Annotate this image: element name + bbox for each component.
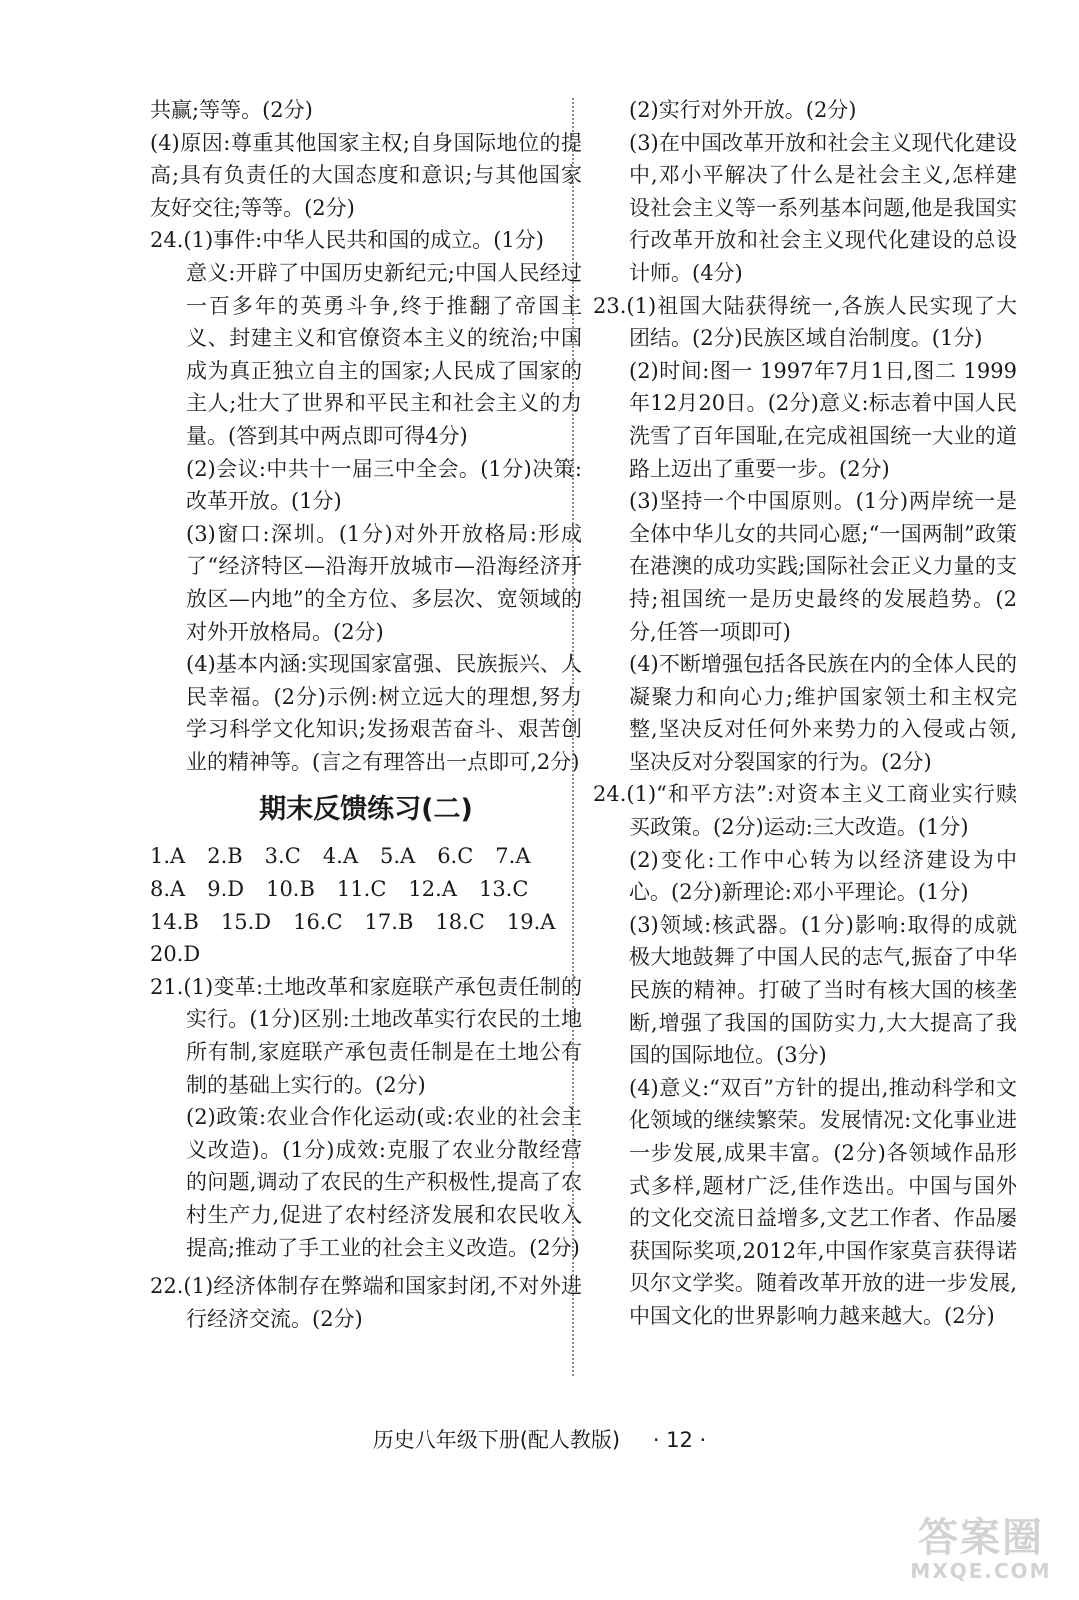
mc-answer: 7.A	[495, 844, 531, 869]
answer-q21-1: 21.(1)变革:土地改革和家庭联产承包责任制的实行。(1分)区别:土地改革实行农民的土地所有制,家庭联产承包责任制是在土地公有制的基础上实行的。(2分)	[150, 974, 582, 1097]
page-number: · 12 ·	[652, 1428, 707, 1452]
multiple-choice-answers	[150, 840, 582, 970]
answer-q24-3-right: (3)领域:核武器。(1分)影响:取得的成就极大地鼓舞了中国人民的志气,振奋了中华民族的精神。打破了当时有核大国的核垄断,增强了我国的国防实力,大大提高了我国的国际地位。(3分)	[629, 912, 1017, 1068]
mc-answer: 13.C	[478, 877, 529, 902]
answer-paragraph: (4)原因:尊重其他国家主权;自身国际地位的提高;具有负责任的大国态度和意识;与其他国家友好交往;等等。(2分)	[150, 130, 582, 220]
answer-q24-4: (4)基本内涵:实现国家富强、民族振兴、人民幸福。(2分)示例:树立远大的理想,努力学习科学文化知识;发扬艰苦奋斗、艰苦创业的精神等。(言之有理答出一点即可,2分)	[186, 652, 582, 774]
mc-answer: 16.C	[293, 909, 343, 934]
answer-q24-3: (3)窗口:深圳。(1分)对外开放格局:形成了“经济特区—沿海开放城市—沿海经济开放区—内地”的全方位、多层次、宽领域的对外开放格局。(2分)	[186, 521, 582, 644]
watermark-url: MXQE.COM	[910, 1559, 1052, 1583]
mc-row	[150, 906, 582, 939]
mc-answer: 6.C	[437, 844, 474, 869]
mc-row	[150, 938, 582, 971]
mc-row	[150, 840, 582, 873]
answer-q24-2: (2)会议:中共十一届三中全会。(1分)决策:改革开放。(1分)	[186, 456, 582, 514]
mc-answer: 3.C	[264, 844, 301, 869]
answer-q24-1-right: 24.(1)“和平方法”:对资本主义工商业实行赎买政策。(2分)运动:三大改造。(1分)	[593, 782, 1017, 840]
answer-q24-1-significance: 意义:开辟了中国历史新纪元;中国人民经过一百多年的英勇斗争,终于推翻了帝国主义、封建主义和官僚资本主义的统治;中国成为真正独立自主的国家;人民成了国家的主人;壮大了世界和平民主和社会主义的力量。(答到其中两点即可得4分)	[186, 260, 582, 448]
mc-answer: 19.A	[506, 909, 556, 934]
mc-answer: 5.A	[379, 844, 416, 869]
mc-answer: 11.C	[336, 877, 387, 902]
answer-q23-3: (3)坚持一个中国原则。(1分)两岸统一是全体中华儿女的共同心愿;“一国两制”政策在港澳的成功实践;国际社会正义力量的支持;祖国统一是历史最终的发展趋势。(2分,任答一项即可)	[629, 489, 1017, 644]
mc-answer: 12.A	[408, 877, 457, 902]
answer-q23-1: 23.(1)祖国大陆获得统一,各族人民实现了大团结。(2分)民族区域自治制度。(1分)	[593, 293, 1017, 351]
mc-answer: 2.B	[207, 844, 243, 869]
answer-q21-2: (2)政策:农业合作化运动(或:农业的社会主义改造)。(1分)成效:克服了农业分散经营的问题,调动了农民的生产积极性,提高了农村生产力,促进了农村经济发展和农民收入提高;推动了手工业的社会主义改造。(2分)	[186, 1105, 582, 1260]
mc-answer: 8.A	[150, 877, 186, 902]
book-title: 历史八年级下册(配人教版)	[372, 1428, 621, 1452]
mc-answer: 1.A	[150, 844, 186, 869]
mc-answer: 10.B	[266, 877, 315, 902]
answer-q24-4-right: (4)意义:“双百”方针的提出,推动科学和文化领域的继续繁荣。发展情况:文化事业进一步发展,成果丰富。(2分)各领域作品形式多样,题材广泛,佳作迭出。中国与国外的文化交流日益增多,文艺工作者、作品屡获国际奖项,2012年,中国作家莫言获得诺贝尔文学奖。随着改革开放的进一步发展,中国文化的世界影响力越来越大。(2分)	[629, 1075, 1017, 1328]
answer-q24-2-right: (2)变化:工作中心转为以经济建设为中心。(2分)新理论:邓小平理论。(1分)	[629, 847, 1017, 905]
mc-answer: 17.B	[364, 909, 414, 934]
mc-answer: 15.D	[220, 909, 272, 934]
mc-answer: 20.D	[150, 942, 201, 967]
section-title: 期末反馈练习(二)	[259, 794, 473, 826]
mc-answer: 18.C	[435, 909, 485, 934]
left-column	[150, 94, 582, 1335]
page-footer	[0, 1424, 1079, 1454]
answer-q23-4: (4)不断增强包括各民族在内的全体人民的凝聚力和向心力;维护国家领土和主权完整,坚决反对任何外来势力的入侵或占领,坚决反对分裂国家的行为。(2分)	[629, 652, 1017, 774]
mc-answer: 9.D	[207, 877, 245, 902]
answer-q23-2: (2)时间:图一 1997年7月1日,图二 1999年12月20日。(2分)意义:标志着中国人民洗雪了百年国耻,在完成祖国统一大业的道路上迈出了重要一步。(2分)	[629, 358, 1017, 481]
answer-q24-1: 24.(1)事件:中华人民共和国的成立。(1分)	[150, 228, 544, 253]
mc-answer: 4.A	[322, 844, 358, 869]
right-column	[593, 94, 1017, 1333]
watermark-logo	[901, 1516, 1061, 1586]
column-divider	[572, 98, 574, 1376]
answer-q22-2: (2)实行对外开放。(2分)	[629, 98, 857, 122]
answer-q22-1: 22.(1)经济体制存在弊端和国家封闭,不对外进行经济交流。(2分)	[150, 1274, 582, 1331]
mc-row	[150, 873, 582, 906]
answer-q22-3: (3)在中国改革开放和社会主义现代化建设中,邓小平解决了什么是社会主义,怎样建设社会主义等一系列基本问题,他是我国实行改革开放和社会主义现代化建设的总设计师。(4分)	[629, 130, 1017, 285]
watermark-text: 答案圈	[918, 1515, 1044, 1561]
mc-answer: 14.B	[150, 909, 199, 934]
answer-paragraph: 共赢;等等。(2分)	[150, 98, 313, 122]
